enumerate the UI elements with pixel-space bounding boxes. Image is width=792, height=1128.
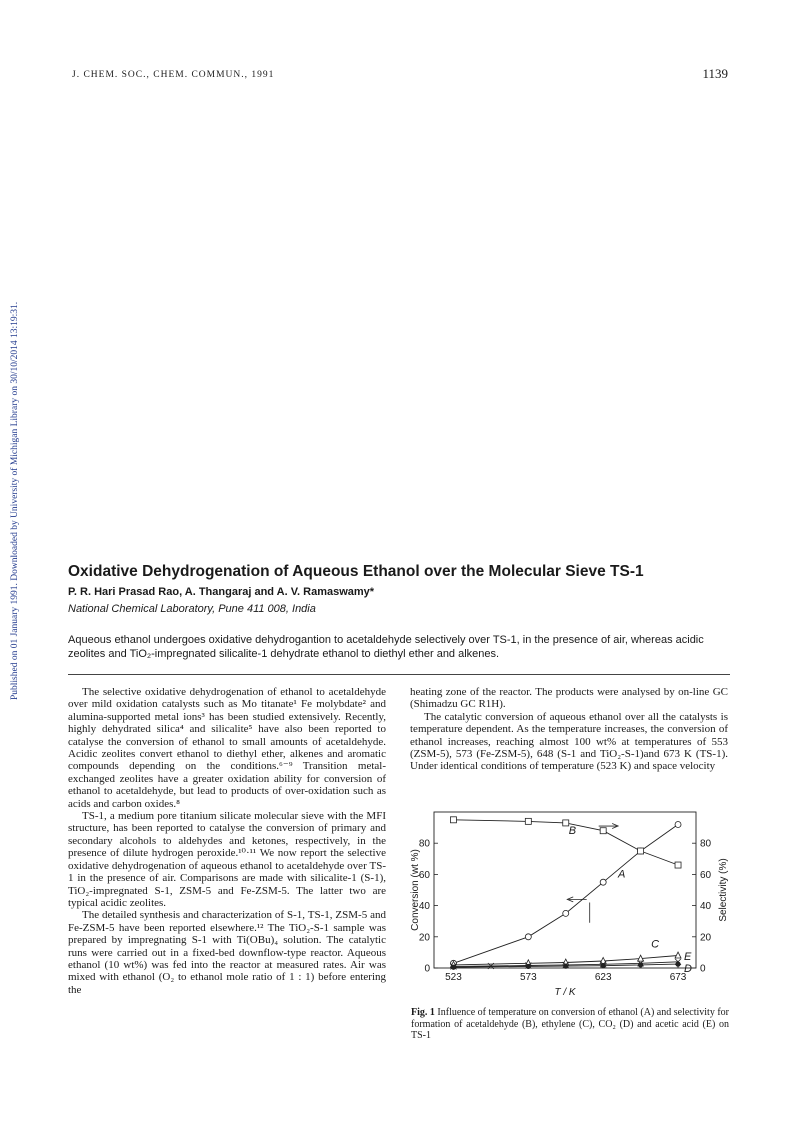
data-point — [675, 952, 681, 958]
paragraph: The detailed synthesis and characterization of S-1, TS-1, ZSM-5 and Fe-ZSM-5 have been reported elsewhere.¹² The TiO₂-S-1 sample was prepared by impregnating S-1 with Ti(OBu)₄ solution. The catalytic runs were carried out in a fixed-bed downflow-type reactor. Aqueous ethanol (10 wt%) was fed into the reactor at measured rates. Air was mixed with ethanol (O₂ to ethanol mole ratio of 1 : 1) before entering the — [68, 909, 386, 996]
data-point — [525, 818, 531, 824]
series-line-A — [454, 825, 679, 964]
y-right-axis-label: Selectivity (%) — [718, 858, 729, 922]
y-right-tick-label: 60 — [700, 869, 712, 881]
y-left-tick-label: 40 — [418, 901, 430, 913]
series-label-E: E — [684, 950, 692, 963]
page-number: 1139 — [702, 66, 728, 81]
chart-svg — [404, 798, 734, 998]
y-left-tick-label: 60 — [418, 869, 430, 881]
series-label-D: D — [684, 963, 692, 976]
body-left-column — [68, 686, 386, 996]
paragraph: heating zone of the reactor. The products were analysed by on-line GC (Shimadzu GC R1H). — [410, 686, 728, 711]
article-authors: P. R. Hari Prasad Rao, A. Thangaraj and A. V. Ramaswamy* — [68, 586, 375, 598]
article-title: Oxidative Dehydrogenation of Aqueous Ethanol over the Molecular Sieve TS-1 — [68, 563, 644, 580]
download-notice[interactable]: Published on 01 January 1991. Downloaded by University of Michigan Library on 30/10/2014 13:19:31. — [10, 301, 20, 700]
paragraph: The catalytic conversion of aqueous ethanol over all the catalysts is temperature dependent. As the temperature increases, the conversion of ethanol increases, reaching almost 100 wt% at temperatures of 553 (ZSM-5), 573 (Fe-ZSM-5), 648 (S-1 and TiO₂-S-1)and 673 K (TS-1). Under identical conditions of temperature (523 K) and space velocity — [410, 710, 728, 773]
figure-caption — [411, 1007, 729, 1042]
series-line-B — [454, 820, 679, 865]
caption-text: Influence of temperature on conversion of ethanol (A) and selectivity for formation of acetaldehyde (B), ethylene (C), CO₂ (D) and acetic acid (E) on TS-1 — [411, 1007, 729, 1041]
data-point — [451, 965, 456, 970]
x-tick-label: 673 — [669, 972, 687, 983]
running-head: J. CHEM. SOC., CHEM. COMMUN., 1991 — [72, 70, 275, 80]
y-right-tick-label: 40 — [700, 901, 712, 913]
x-tick-label: 573 — [519, 972, 537, 983]
data-point — [675, 862, 681, 868]
y-left-tick-label: 0 — [424, 963, 430, 975]
data-point — [563, 910, 569, 916]
series-label-B: B — [568, 824, 577, 837]
paragraph: TS-1, a medium pore titanium silicate molecular sieve with the MFI structure, has been reported to catalyse the conversion of primary and secondary alcohols to aldehydes and ketones, respectively, in the presence of dilute hydrogen peroxide.¹⁰·¹¹ We now report the selective oxidative dehydrogenation of aqueous ethanol to acetaldehyde over TS-1 in the presence of air. Comparisons are made with silicalite-1 (S-1), TiO₂-impregnated S-1, ZSM-5 and Fe-ZSM-5. The latter two are typical acidic zeolites. — [68, 810, 386, 909]
data-point — [600, 879, 606, 885]
y-left-tick-label: 20 — [418, 932, 430, 944]
y-left-tick-label: 80 — [418, 838, 430, 850]
abstract-divider — [68, 674, 730, 675]
data-point — [525, 934, 531, 940]
article-affiliation: National Chemical Laboratory, Pune 411 008, India — [68, 603, 316, 615]
series-label-A: A — [618, 868, 626, 881]
y-left-axis-label: Conversion (wt %) — [410, 849, 421, 931]
x-axis-label: T / K — [554, 987, 576, 998]
caption-label: Fig. 1 — [411, 1007, 435, 1018]
data-point — [638, 848, 644, 854]
article-abstract: Aqueous ethanol undergoes oxidative dehydrogantion to acetaldehyde selectively over TS-1, in the presence of air, whereas acidic zeolites and TiO₂-impregnated silicalite-1 dehydrate ethanol to diethyl ether and alkenes. — [68, 634, 704, 660]
data-point — [563, 964, 568, 969]
y-right-tick-label: 80 — [700, 838, 712, 850]
y-right-tick-label: 20 — [700, 932, 712, 944]
paragraph: The selective oxidative dehydrogenation of ethanol to acetaldehyde over mild oxidation catalysts such as Mo titanate¹ Fe molybdate² and alumina-supported metal ions³ has been studied extensively. Recently, highly dehydrated silica⁴ and silicalite⁵ have also been reported to catalyse the conversion of ethanol to small amounts of acetaldehyde. Acidic zeolites convert ethanol to diethyl ether, alkenes and aromatic compounds depending on the conditions.⁶⁻⁹ Transition metal-exchanged zeolites have a greater oxidation ability for conversion of ethanol to acetaldehyde, but lead to products of over-oxidation such as acids and carbon oxides.⁸ — [68, 686, 386, 810]
data-point — [526, 964, 531, 969]
series-label-C: C — [651, 938, 660, 951]
data-point — [600, 828, 606, 834]
data-point — [450, 817, 456, 823]
x-tick-label: 523 — [445, 972, 462, 983]
data-point — [675, 821, 681, 827]
x-tick-label: 623 — [594, 972, 612, 983]
y-right-tick-label: 0 — [700, 963, 706, 975]
body-right-column — [410, 686, 728, 773]
figure-1 — [404, 798, 734, 998]
